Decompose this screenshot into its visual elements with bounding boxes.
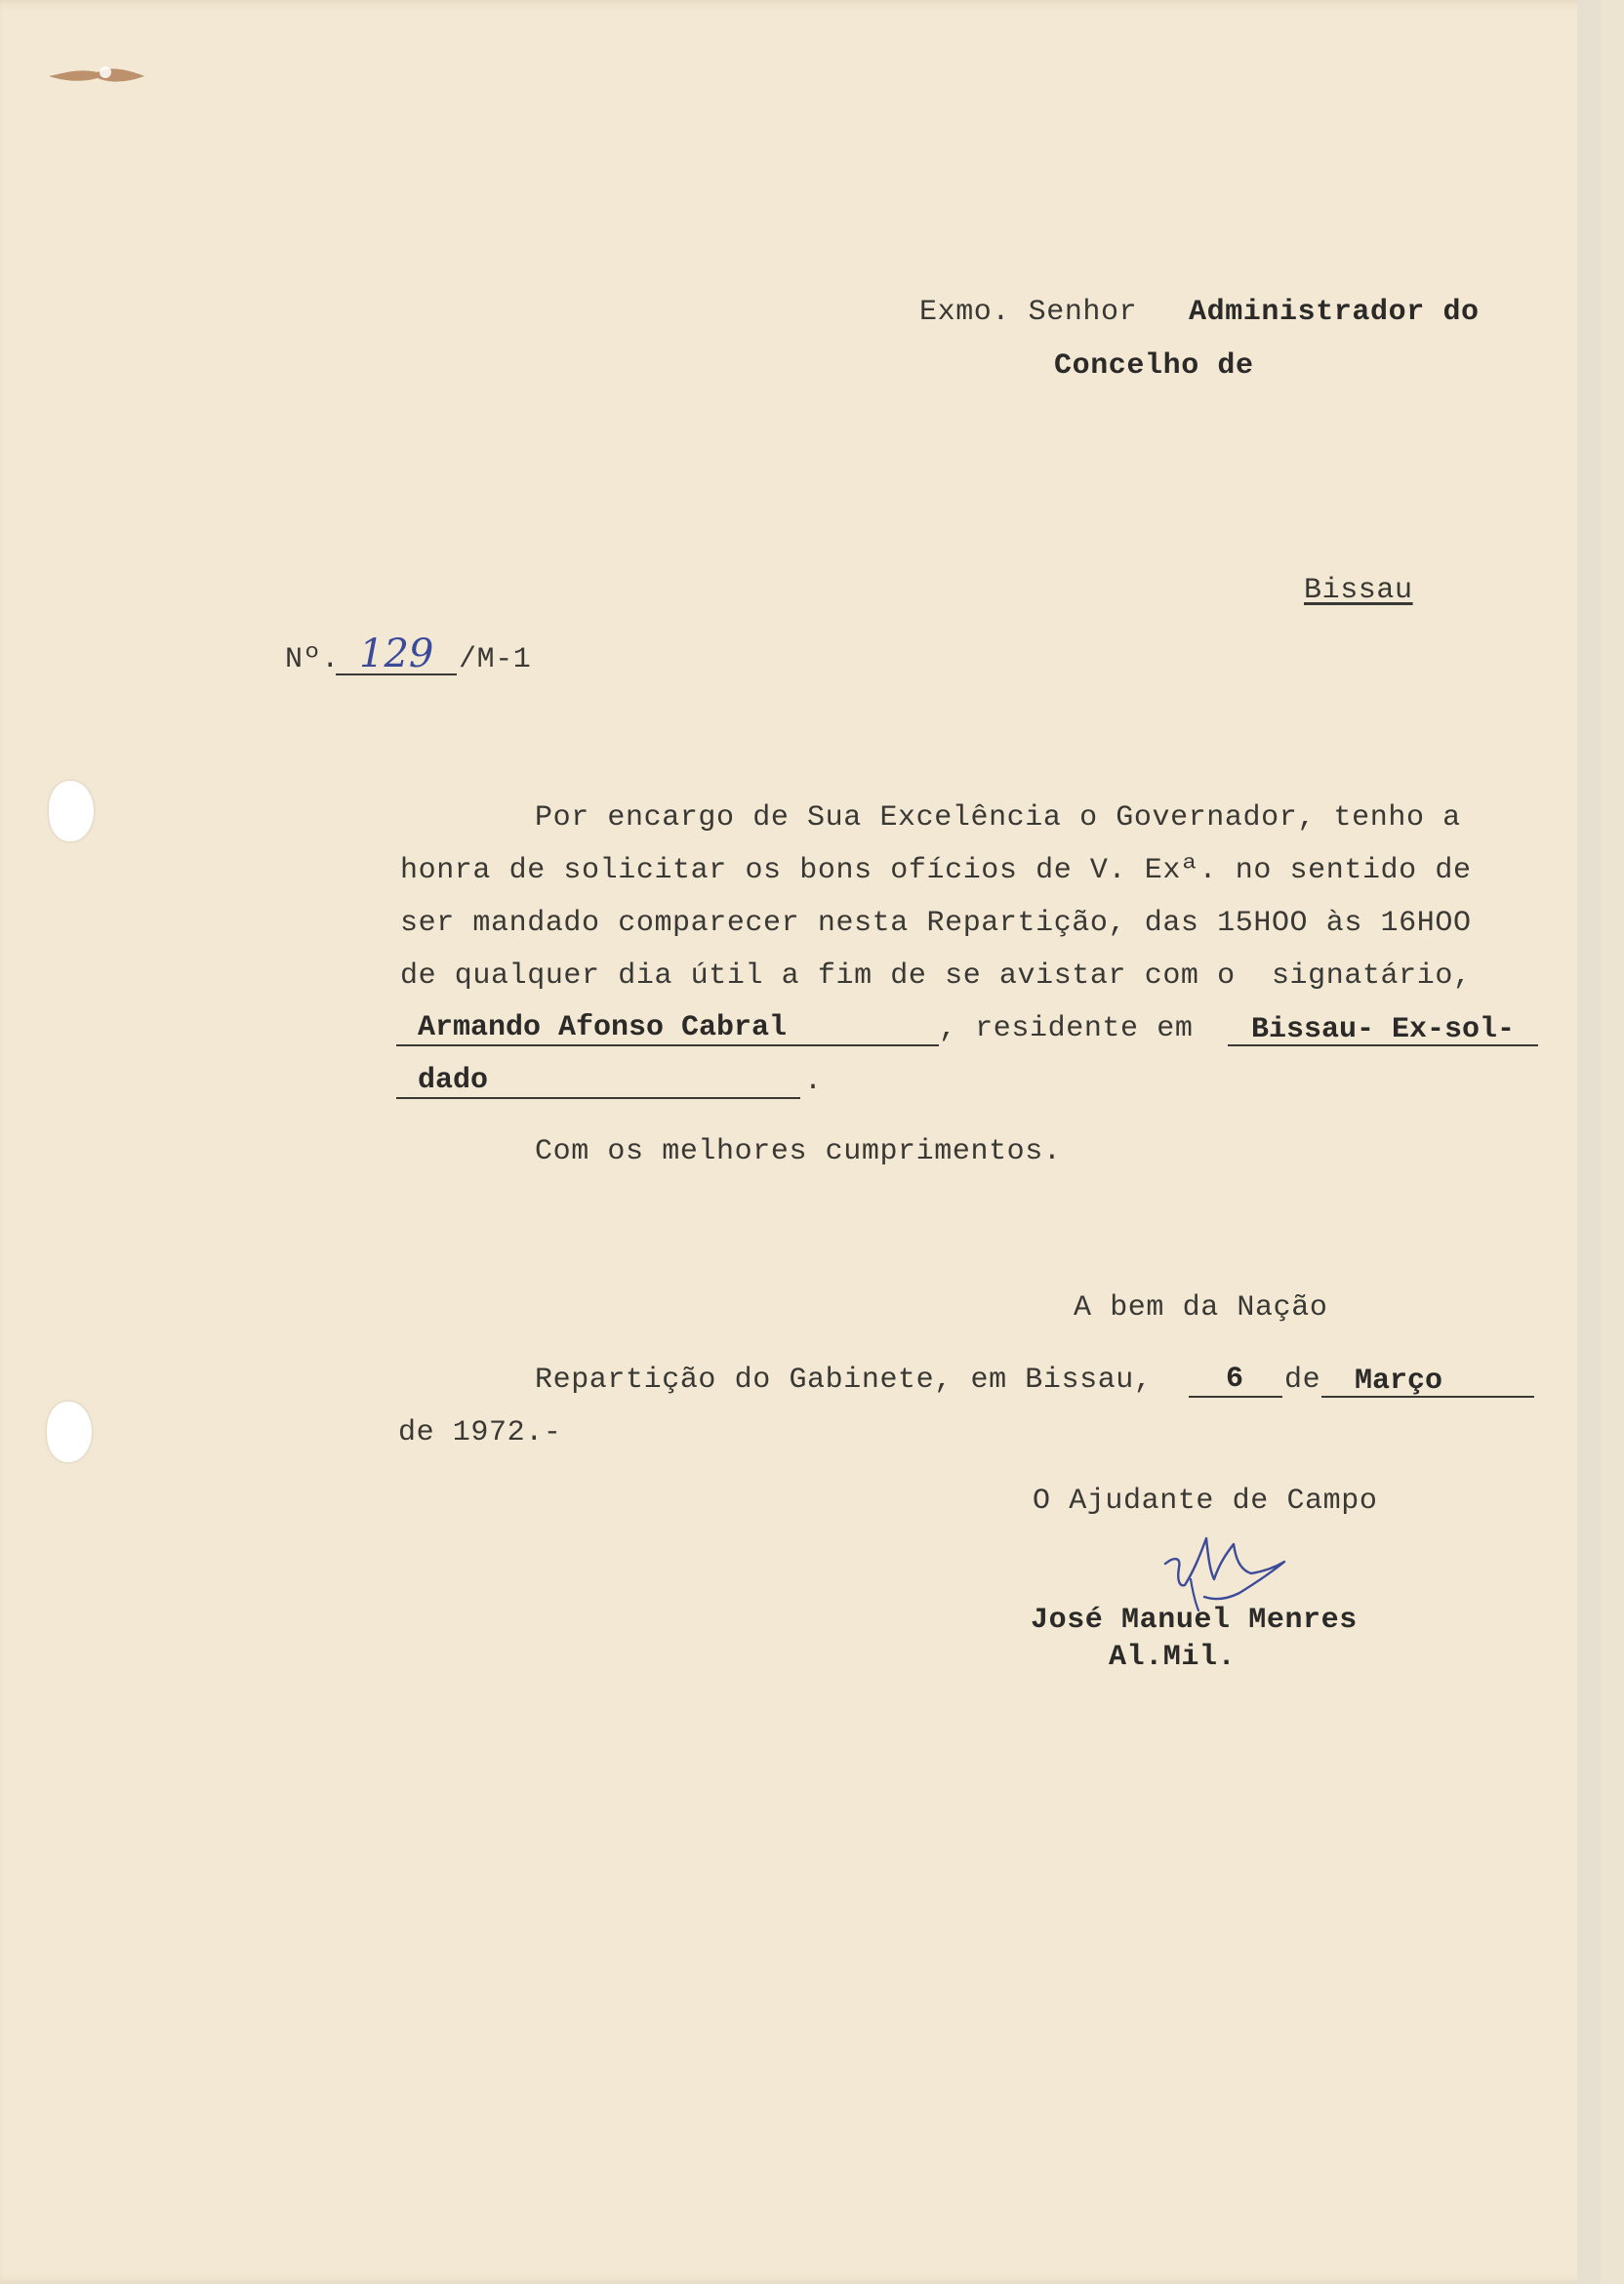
place-name: Bissau — [1304, 574, 1413, 607]
dateline-year: de 1972.- — [398, 1416, 562, 1449]
signatory-name: José Manuel Menres — [1031, 1604, 1358, 1637]
date-day: 6 — [1226, 1363, 1244, 1396]
reference-suffix: /M-1 — [459, 643, 532, 676]
staple-rust-mark — [47, 64, 148, 86]
punch-hole-bottom — [47, 1402, 92, 1462]
reference-number: 129 — [359, 632, 434, 676]
residence-part-2: dado — [418, 1064, 489, 1097]
signatory-rank: Al.Mil. — [1109, 1641, 1237, 1674]
residence-part-1: Bissau- Ex-sol- — [1251, 1013, 1516, 1046]
residente-label: , residente em — [939, 1012, 1194, 1045]
addressee-title-line1: Administrador do — [1189, 296, 1480, 329]
addressee-title-line2: Concelho de — [1054, 349, 1254, 383]
body-line-2: honra de solicitar os bons ofícios de V. Exª. no sentido de — [400, 854, 1472, 887]
body-period: . — [804, 1065, 823, 1098]
reference-prefix: Nº. — [285, 643, 340, 676]
dateline-prefix: Repartição do Gabinete, em Bissau, — [535, 1364, 1153, 1397]
signatory-role: O Ajudante de Campo — [1033, 1485, 1378, 1518]
salutation: Exmo. Senhor — [919, 296, 1138, 329]
person-name: Armando Afonso Cabral — [418, 1011, 788, 1044]
body-line-3: ser mandado comparecer nesta Repartição, das 15HOO às 16HOO — [400, 907, 1472, 940]
paper-edge — [1577, 0, 1601, 2284]
date-month: Março — [1355, 1365, 1443, 1398]
dateline-de: de — [1284, 1364, 1321, 1397]
body-line-1: Por encargo de Sua Excelência o Governador, tenho a — [535, 801, 1461, 835]
closing: Com os melhores cumprimentos. — [535, 1135, 1062, 1168]
motto: A bem da Nação — [1074, 1291, 1328, 1325]
body-line-4: de qualquer dia útil a fim de se avistar com o signatário, — [400, 959, 1472, 993]
punch-hole-top — [49, 781, 94, 841]
